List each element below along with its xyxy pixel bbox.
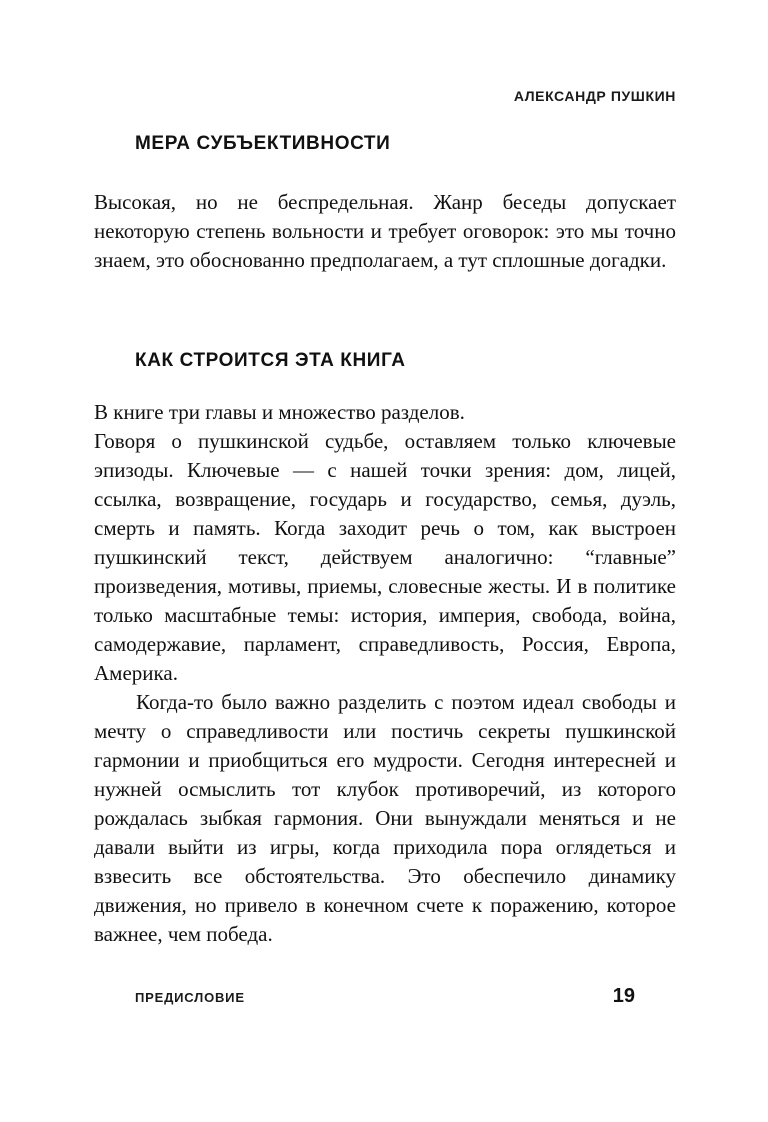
running-head: АЛЕКСАНДР ПУШКИН (513, 88, 676, 104)
section-1-body (94, 188, 676, 275)
section-heading-kak-stroitsya-eta-kniga: КАК СТРОИТСЯ ЭТА КНИГА (135, 350, 406, 371)
paragraph: В книге три главы и множество разделов. (94, 400, 465, 424)
footer-section-label: ПРЕДИСЛОВИЕ (135, 990, 245, 1005)
section-2-body (94, 398, 676, 949)
paragraph: Говоря о пушкинской судьбе, оставляем только ключевые эпизоды. Ключевые — с нашей точки зрения: дом, лицей, ссылка, возвращение, государь и государство, семья, дуэль, смерть и память. Когда заходит речь о том, как выстроен пушкинский текст, действуем аналогично: “главные” произведения, мотивы, приемы, словесные жесты. И в политике только масштабные темы: история, империя, свобода, война, самодержавие, парламент, справедливость, Россия, Европа, Америка. (94, 429, 676, 685)
page-number: 19 (612, 985, 635, 1007)
section-heading-mera-subektivnosti: МЕРА СУБЪЕКТИВНОСТИ (135, 133, 391, 154)
paragraph: Высокая, но не беспредельная. Жанр беседы допускает некоторую степень вольности и требует оговорок: это мы точно знаем, это обоснованно предполагаем, а тут сплошные догадки. (94, 190, 676, 272)
paragraph: Когда-то было важно разделить с поэтом идеал свободы и мечту о справедливости или постичь секреты пушкинской гармонии и приобщиться его мудрости. Сегодня интересней и нужней осмыслить тот клубок противоречий, из которого рождалась зыбкая гармония. Они вынуждали меняться и не давали выйти из игры, когда приходила пора оглядеться и взвесить все обстоятельства. Это обеспечило динамику движения, но привело в конечном счете к поражению, которое важнее, чем победа. (94, 690, 676, 946)
page-footer (135, 985, 635, 1008)
